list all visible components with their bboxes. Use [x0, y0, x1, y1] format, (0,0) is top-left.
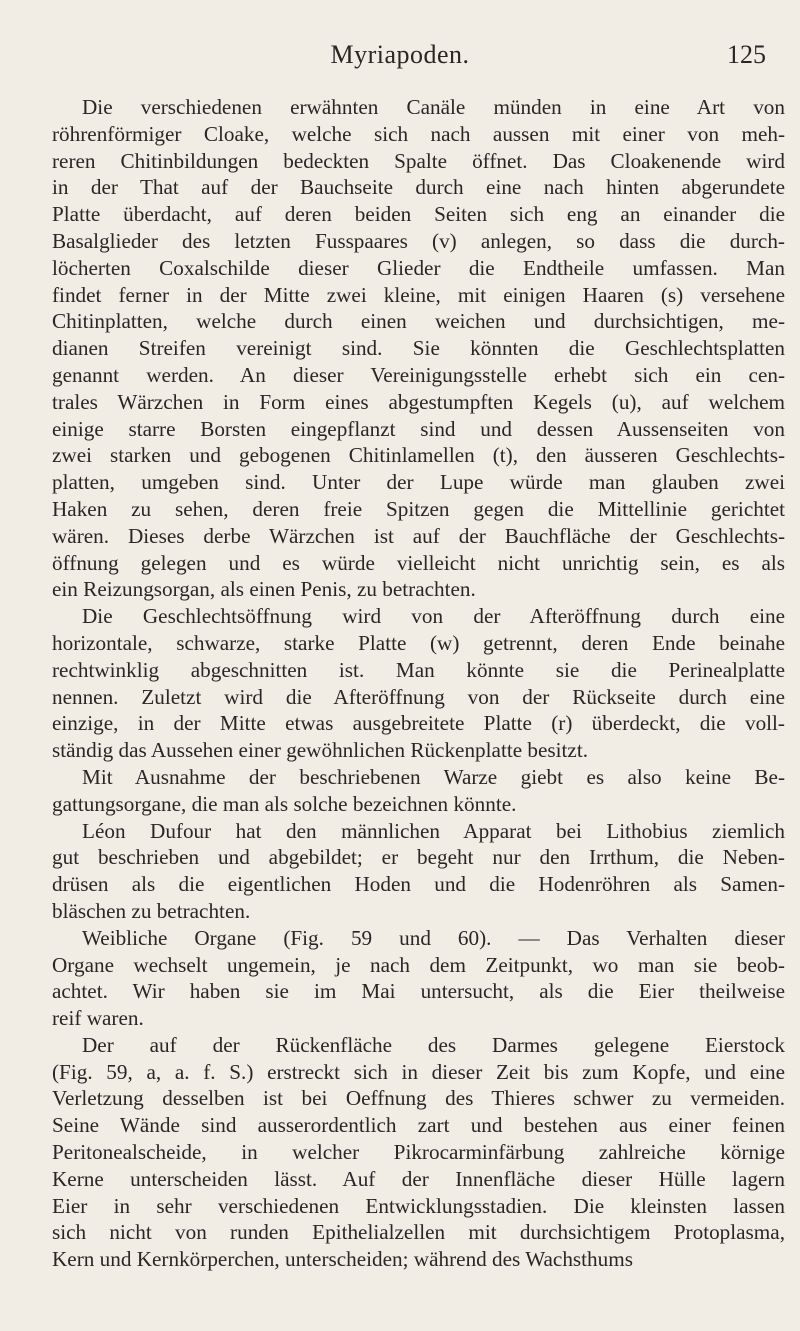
text-line: ständig das Aussehen einer gewöhnlichen Rückenplatte besitzt.	[52, 738, 589, 763]
text-line: gut beschrieben und abgebildet; er begeht nur den Irrthum, die Neben-	[52, 845, 785, 870]
text-line: Platte überdacht, auf deren beiden Seiten sich eng an einander die	[52, 202, 785, 227]
text-line: (Fig. 59, a, a. f. S.) erstreckt sich in dieser Zeit bis zum Kopfe, und eine	[52, 1059, 785, 1084]
text-line: genannt werden. An dieser Vereinigungsstelle erhebt sich ein cen-	[52, 362, 785, 387]
text-line: Haken zu sehen, deren freie Spitzen gegen die Mittellinie gerichtet	[52, 496, 785, 521]
text-line: Organe wechselt ungemein, je nach dem Zeitpunkt, wo man sie beob-	[52, 952, 785, 977]
text-line: nennen. Zuletzt wird die Afteröffnung von der Rückseite durch eine	[52, 684, 785, 709]
text-line: in der That auf der Bauchseite durch eine nach hinten abgerundete	[52, 175, 785, 200]
paragraph	[52, 1032, 785, 1273]
text-line: Kerne unterscheiden lässt. Auf der Innenfläche dieser Hülle lagern	[52, 1166, 785, 1191]
text-line: einige starre Borsten eingepflanzt sind und dessen Aussenseiten von	[52, 416, 785, 441]
text-line: Weibliche Organe (Fig. 59 und 60). — Das Verhalten dieser	[82, 925, 785, 950]
text-line: sich nicht von runden Epithelialzellen mit durchsichtigem Protoplasma,	[52, 1220, 785, 1245]
text-line: zwei starken und gebogenen Chitinlamellen (t), den äusseren Geschlechts-	[52, 443, 785, 468]
paragraph	[52, 818, 785, 925]
text-line: Chitinplatten, welche durch einen weichen und durchsichtigen, me-	[52, 309, 785, 334]
text-line: reif waren.	[52, 1006, 144, 1031]
text-line: Der auf der Rückenfläche des Darmes gelegene Eierstock	[82, 1032, 785, 1057]
text-line: Mit Ausnahme der beschriebenen Warze giebt es also keine Be-	[82, 764, 785, 789]
paragraph	[52, 764, 785, 818]
text-line: dianen Streifen vereinigt sind. Sie könnten die Geschlechtsplatten	[52, 336, 785, 361]
text-line: Eier in sehr verschiedenen Entwicklungsstadien. Die kleinsten lassen	[52, 1193, 785, 1218]
text-line: Léon Dufour hat den männlichen Apparat bei Lithobius ziemlich	[82, 818, 785, 843]
text-line: Verletzung desselben ist bei Oeffnung des Thieres schwer zu vermeiden.	[52, 1086, 785, 1111]
text-line: achtet. Wir haben sie im Mai untersucht, als die Eier theilweise	[52, 979, 785, 1004]
text-line: einzige, in der Mitte etwas ausgebreitete Platte (r) überdeckt, die voll-	[52, 711, 785, 736]
body-text	[52, 94, 785, 1273]
text-line: findet ferner in der Mitte zwei kleine, mit einigen Haaren (s) versehene	[52, 282, 785, 307]
text-line: drüsen als die eigentlichen Hoden und die Hodenröhren als Samen-	[52, 872, 785, 897]
paragraph	[52, 94, 785, 603]
text-line: horizontale, schwarze, starke Platte (w) getrennt, deren Ende beinahe	[52, 630, 785, 655]
text-line: öffnung gelegen und es würde vielleicht nicht unrichtig sein, es als	[52, 550, 785, 575]
text-line: Die Geschlechtsöffnung wird von der Afteröffnung durch eine	[82, 604, 785, 629]
paragraph	[52, 925, 785, 1032]
text-line: wären. Dieses derbe Wärzchen ist auf der Bauchfläche der Geschlechts-	[52, 523, 785, 548]
text-line: ein Reizungsorgan, als einen Penis, zu betrachten.	[52, 577, 476, 602]
text-line: röhrenförmiger Cloake, welche sich nach aussen mit einer von meh-	[52, 121, 785, 146]
paragraph	[52, 603, 785, 764]
text-line: gattungsorgane, die man als solche bezeichnen könnte.	[52, 791, 517, 816]
text-line: Basalglieder des letzten Fusspaares (v) anlegen, so dass die durch-	[52, 228, 785, 253]
page-number: 125	[727, 40, 766, 69]
text-line: Seine Wände sind ausserordentlich zart und bestehen aus einer feinen	[52, 1113, 785, 1138]
text-line: Die verschiedenen erwähnten Canäle münden in eine Art von	[82, 95, 785, 119]
text-line: löcherten Coxalschilde dieser Glieder die Endtheile umfassen. Man	[52, 255, 785, 280]
text-line: Kern und Kernkörperchen, unterscheiden; während des Wachsthums	[52, 1247, 633, 1272]
running-title: Myriapoden.	[330, 40, 470, 69]
text-line: bläschen zu betrachten.	[52, 898, 251, 923]
text-line: rechtwinklig abgeschnitten ist. Man könnte sie die Perinealplatte	[52, 657, 785, 682]
text-line: reren Chitinbildungen bedeckten Spalte öffnet. Das Cloakenende wird	[52, 148, 785, 173]
running-header	[0, 40, 800, 86]
text-line: platten, umgeben sind. Unter der Lupe würde man glauben zwei	[52, 470, 785, 495]
text-line: trales Wärzchen in Form eines abgestumpften Kegels (u), auf welchem	[52, 389, 785, 414]
text-line: Peritonealscheide, in welcher Pikrocarminfärbung zahlreiche körnige	[52, 1140, 785, 1165]
